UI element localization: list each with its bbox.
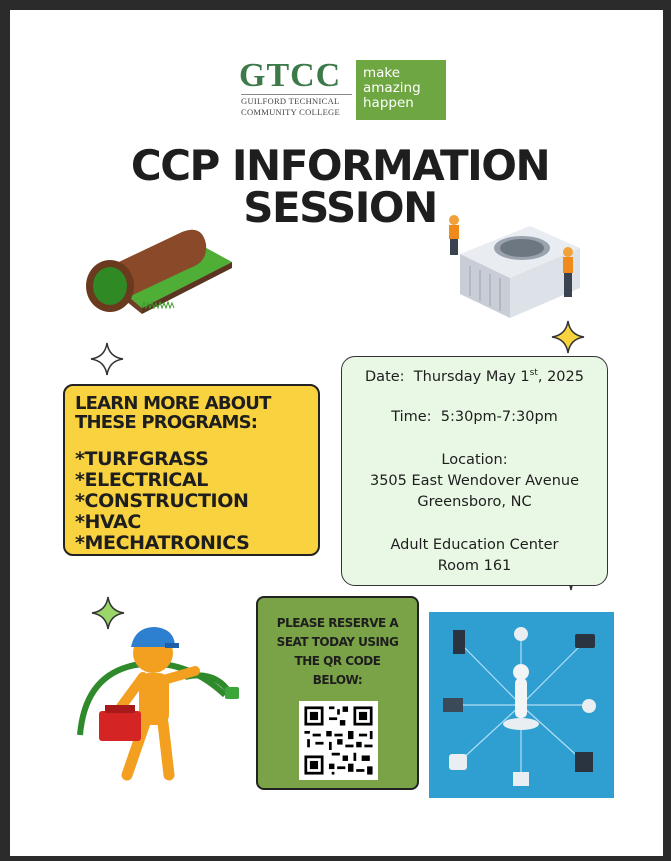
address-line-2: Greensboro, NC	[417, 494, 532, 510]
venue-line-1: Adult Education Center	[390, 537, 559, 553]
mechatronics-network-icon	[429, 612, 614, 798]
programs-box	[63, 384, 320, 556]
programs-heading	[75, 394, 318, 432]
date-suffix: st	[529, 368, 538, 378]
programs-heading-line-2: THESE PROGRAMS:	[75, 412, 258, 433]
reserve-box	[256, 596, 419, 790]
event-date	[342, 368, 607, 385]
title-line-1: CCP INFORMATION	[130, 141, 550, 190]
hvac-unit-icon	[440, 206, 600, 321]
reserve-line-2: SEAT TODAY USING	[276, 635, 399, 649]
location-label: Location:	[441, 452, 508, 468]
tagline-line-3: happen	[363, 95, 414, 111]
program-item: *TURFGRASS	[75, 448, 209, 470]
time-value: 5:30pm-7:30pm	[440, 409, 558, 425]
logo-college-line-1: GUILFORD TECHNICAL	[241, 96, 340, 106]
tagline-line-1: make	[363, 65, 401, 81]
logo-tagline-box	[356, 60, 446, 120]
sparkle-yellow-icon	[550, 319, 586, 355]
flyer-page	[10, 10, 663, 856]
logo-divider	[241, 94, 352, 95]
logo-college-line-2: COMMUNITY COLLEGE	[241, 107, 340, 117]
program-item: *MECHATRONICS	[75, 532, 250, 554]
address-line-1: 3505 East Wendover Avenue	[369, 473, 580, 489]
electrician-icon	[65, 615, 250, 800]
time-label: Time:	[391, 409, 432, 425]
tagline-line-2: amazing	[363, 80, 421, 96]
qr-code-icon[interactable]	[299, 701, 378, 780]
programs-heading-line-1: LEARN MORE ABOUT	[75, 393, 271, 414]
reserve-line-1: PLEASE RESERVE A	[276, 616, 399, 630]
venue-line-2: Room 161	[437, 558, 512, 574]
logo-college-name	[241, 96, 340, 118]
sparkle-white-icon	[89, 341, 125, 377]
event-time	[342, 409, 607, 425]
date-main: Thursday May 1	[413, 368, 530, 385]
sod-roll-icon	[82, 210, 242, 320]
reserve-line-4: BELOW:	[312, 673, 363, 687]
date-label: Date:	[365, 368, 405, 385]
title-line-2: SESSION	[243, 183, 437, 232]
logo-wordmark: GTCC	[239, 57, 342, 94]
reserve-line-3: THE QR CODE	[294, 654, 381, 668]
date-year: , 2025	[537, 368, 584, 385]
event-info-box	[341, 356, 608, 586]
program-item: *ELECTRICAL	[75, 469, 208, 491]
program-item: *HVAC	[75, 511, 141, 533]
programs-list	[75, 449, 318, 554]
program-item: *CONSTRUCTION	[75, 490, 249, 512]
